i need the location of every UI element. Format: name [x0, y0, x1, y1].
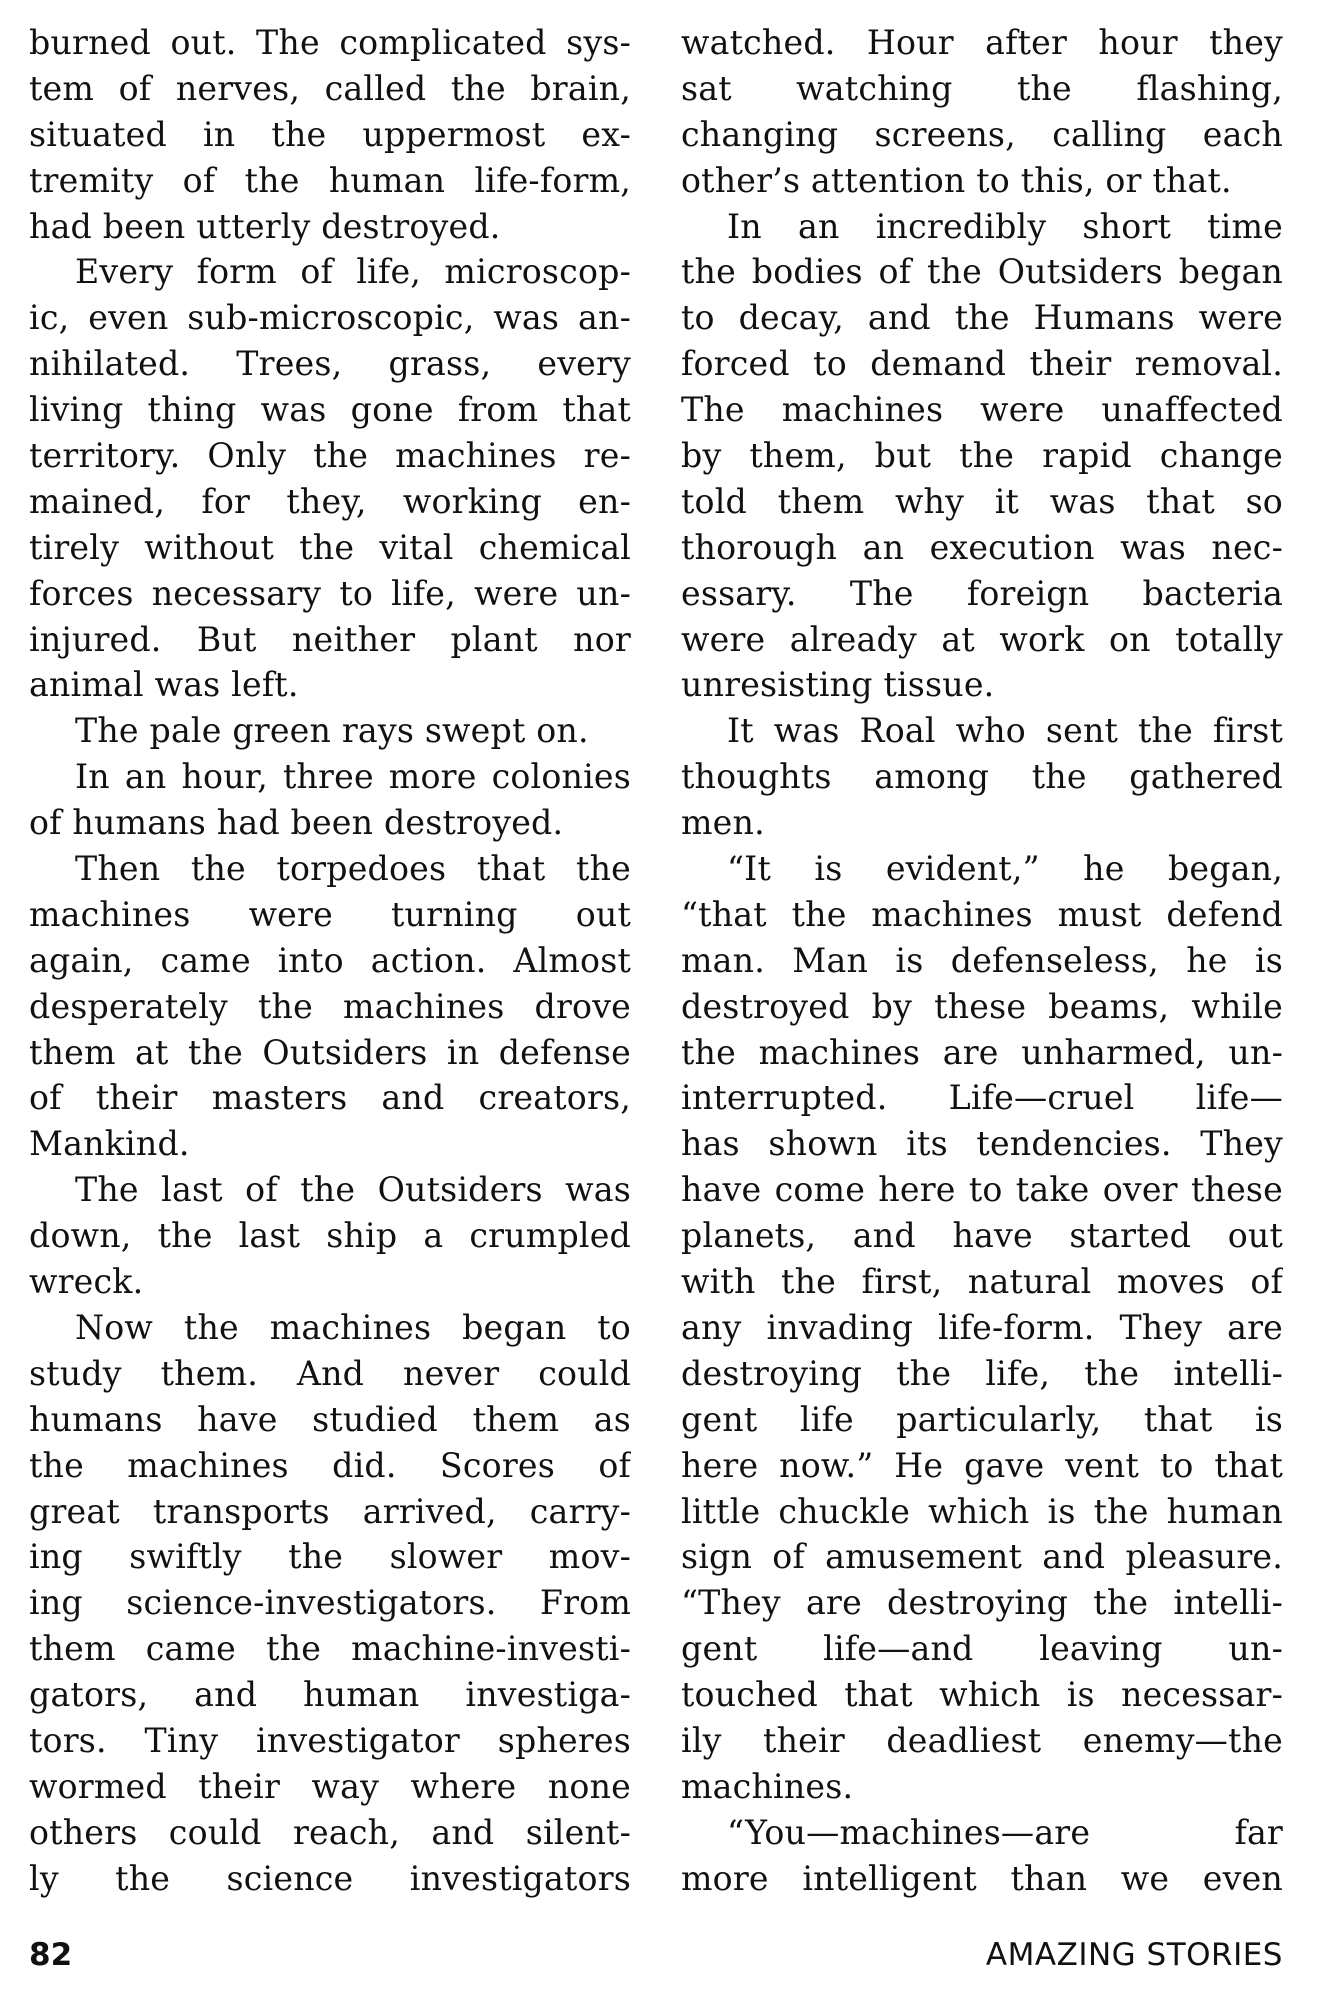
text-line: sat watching the flashing, — [681, 68, 1283, 108]
text-line: gent life particularly, that is — [681, 1399, 1283, 1439]
text-line: great transports arrived, carry- — [29, 1491, 631, 1531]
text-line: the machines are unharmed, un- — [681, 1032, 1283, 1072]
text-line: the machines did. Scores of — [29, 1445, 631, 1485]
text-line: The last of the Outsiders was — [75, 1170, 631, 1210]
text-line: tremity of the human life-form, — [29, 160, 631, 200]
text-line: others could reach, and silent- — [29, 1812, 631, 1852]
text-line: changing screens, calling each — [681, 114, 1283, 154]
text-line: essary. The foreign bacteria — [681, 573, 1283, 613]
text-line: It was Roal who sent the first — [727, 711, 1283, 751]
text-line: ily their deadliest enemy—the — [681, 1720, 1283, 1760]
text-line: planets, and have started out — [681, 1216, 1283, 1256]
text-line: had been utterly destroyed. — [29, 206, 501, 246]
text-line: any invading life-form. They are — [681, 1307, 1283, 1347]
text-line: thoughts among the gathered — [681, 757, 1283, 797]
text-line: sign of amusement and pleasure. — [681, 1537, 1283, 1577]
page-footer — [29, 1930, 1283, 1980]
text-line: has shown its tendencies. They — [681, 1124, 1283, 1164]
text-line: “It is evident,” he began, — [727, 849, 1283, 889]
left-text-column — [29, 20, 631, 1902]
text-line: ly the science investigators — [29, 1858, 631, 1898]
text-line: them at the Outsiders in defense — [29, 1032, 631, 1072]
text-line: forces necessary to life, were un- — [29, 573, 631, 613]
text-line: other’s attention to this, or that. — [681, 160, 1232, 200]
text-line: injured. But neither plant nor — [29, 619, 631, 659]
text-line: of their masters and creators, — [29, 1078, 631, 1118]
text-line: man. Man is defenseless, he is — [681, 940, 1283, 980]
text-line: humans have studied them as — [29, 1399, 631, 1439]
text-line: with the first, natural moves of — [681, 1262, 1283, 1302]
text-line: destroying the life, the intelli- — [681, 1353, 1283, 1393]
text-line: machines were turning out — [29, 894, 631, 934]
running-title: AMAZING STORIES — [985, 1937, 1283, 1973]
text-line: little chuckle which is the human — [681, 1491, 1283, 1531]
text-line: machines. — [681, 1766, 854, 1806]
text-line: unresisting tissue. — [681, 665, 995, 705]
text-line: tors. Tiny investigator spheres — [29, 1720, 631, 1760]
text-line: Now the machines began to — [75, 1307, 631, 1347]
text-line: situated in the uppermost ex- — [29, 114, 631, 154]
text-line: ic, even sub-microscopic, was an- — [29, 298, 631, 338]
text-line: wormed their way where none — [29, 1766, 631, 1806]
text-line: “that the machines must defend — [681, 894, 1283, 934]
text-line: In an hour, three more colonies — [75, 757, 631, 797]
text-line: living thing was gone from that — [29, 390, 631, 430]
text-line: gent life—and leaving un- — [681, 1629, 1283, 1669]
text-line: “They are destroying the intelli- — [681, 1583, 1283, 1623]
text-line: nihilated. Trees, grass, every — [29, 344, 631, 384]
text-line: The pale green rays swept on. — [75, 711, 589, 751]
text-line: study them. And never could — [29, 1353, 631, 1393]
text-line: Then the torpedoes that the — [75, 849, 631, 889]
text-line: In an incredibly short time — [727, 206, 1283, 246]
text-line: gators, and human investiga- — [29, 1675, 631, 1715]
text-line: tirely without the vital chemical — [29, 527, 631, 567]
text-line: by them, but the rapid change — [681, 436, 1283, 476]
text-line: them came the machine-investi- — [29, 1629, 631, 1669]
text-line: interrupted. Life—cruel life— — [681, 1078, 1283, 1118]
text-line: “You—machines—are far — [727, 1812, 1283, 1852]
text-line: destroyed by these beams, while — [681, 986, 1283, 1026]
text-line: have come here to take over these — [681, 1170, 1283, 1210]
text-line: Every form of life, microscop- — [75, 252, 631, 292]
text-line: thorough an execution was nec- — [681, 527, 1283, 567]
text-line: more intelligent than we even — [681, 1858, 1283, 1898]
text-line: burned out. The complicated sys- — [29, 23, 631, 62]
text-line: The machines were unaffected — [681, 390, 1283, 430]
text-line: ing science-investigators. From — [29, 1583, 631, 1623]
text-line: told them why it was that so — [681, 481, 1283, 521]
text-line: wreck. — [29, 1262, 144, 1302]
text-line: ing swiftly the slower mov- — [29, 1537, 631, 1577]
text-line: of humans had been destroyed. — [29, 803, 564, 843]
text-line: to decay, and the Humans were — [681, 298, 1283, 338]
text-line: watched. Hour after hour they — [681, 23, 1283, 62]
text-line: here now.” He gave vent to that — [681, 1445, 1283, 1485]
text-line: territory. Only the machines re- — [29, 436, 631, 476]
text-line: were already at work on totally — [681, 619, 1283, 659]
text-line: animal was left. — [29, 665, 299, 705]
text-line: again, came into action. Almost — [29, 940, 631, 980]
text-line: mained, for they, working en- — [29, 481, 631, 521]
right-text-column — [681, 20, 1283, 1902]
text-line: forced to demand their removal. — [681, 344, 1283, 384]
text-line: men. — [681, 803, 765, 843]
text-line: tem of nerves, called the brain, — [29, 68, 631, 108]
text-line: desperately the machines drove — [29, 986, 631, 1026]
text-line: down, the last ship a crumpled — [29, 1216, 631, 1256]
text-line: touched that which is necessar- — [681, 1675, 1283, 1715]
text-line: the bodies of the Outsiders began — [681, 252, 1283, 292]
text-line: Mankind. — [29, 1124, 190, 1164]
page-number: 82 — [29, 1937, 73, 1973]
